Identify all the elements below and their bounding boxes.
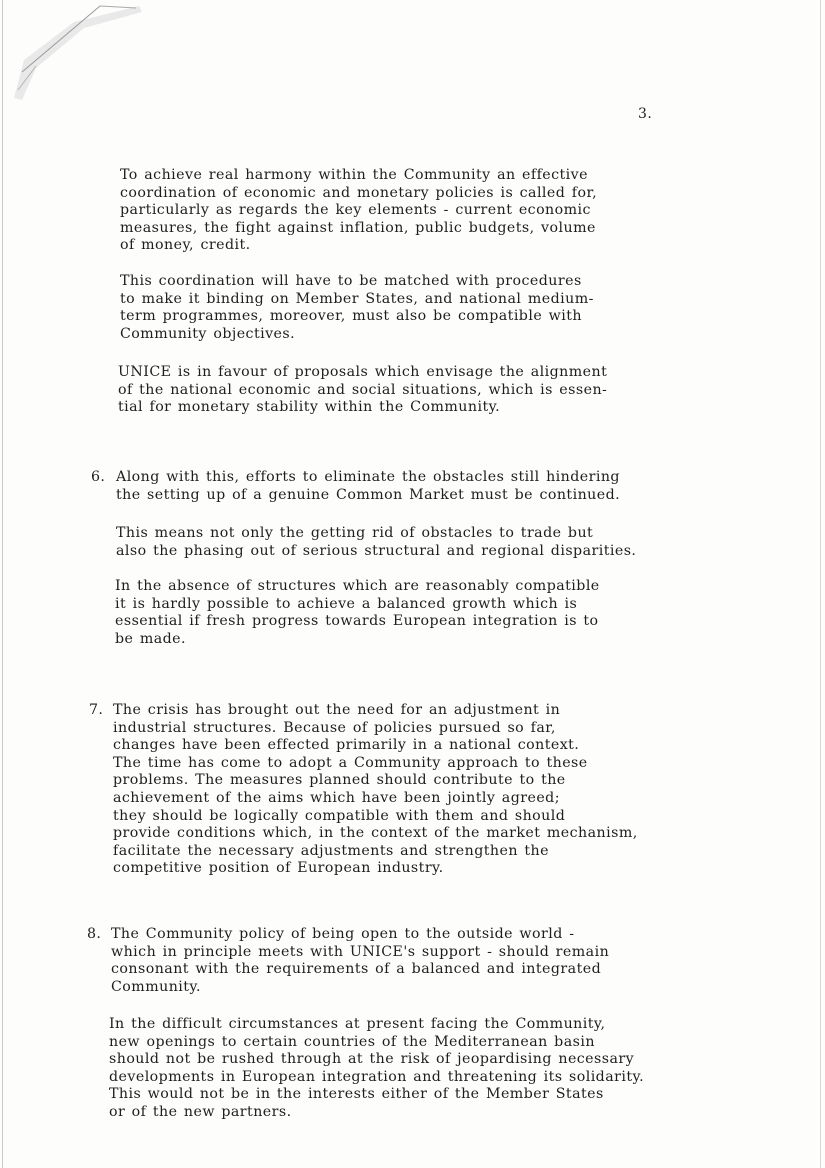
text-line: or of the new partners. bbox=[109, 1103, 292, 1120]
text-line: be made. bbox=[115, 630, 186, 647]
text-line: changes have been effected primarily in a national context. bbox=[113, 737, 580, 754]
paragraph-binding-procedures bbox=[120, 273, 594, 343]
text-line: it is hardly possible to achieve a balanced growth which is bbox=[115, 595, 578, 612]
text-line: UNICE is in favour of proposals which envisage the alignment bbox=[118, 364, 608, 380]
text-line: The crisis has brought out the need for an adjustment in bbox=[113, 702, 561, 718]
paragraph-mediterranean-openings bbox=[109, 1016, 644, 1122]
paragraph-unice-alignment bbox=[118, 364, 607, 417]
paragraph-obstacles-trade bbox=[116, 525, 636, 560]
text-line: to make it binding on Member States, and national medium- bbox=[120, 290, 594, 307]
paragraph-section-6 bbox=[116, 469, 620, 504]
text-line: of money, credit. bbox=[120, 237, 251, 254]
text-line: essential if fresh progress towards European integration is to bbox=[115, 613, 599, 630]
text-line: industrial structures. Because of policies pursued so far, bbox=[113, 719, 556, 736]
text-line: This means not only the getting rid of obstacles to trade but bbox=[116, 525, 594, 541]
text-line: Community objectives. bbox=[120, 325, 296, 342]
text-line: Community. bbox=[111, 978, 201, 995]
text-line: new openings to certain countries of the Mediterranean basin bbox=[109, 1033, 595, 1050]
paragraph-balanced-growth bbox=[115, 578, 600, 648]
text-line: This would not be in the interests either of the Member States bbox=[109, 1086, 604, 1103]
text-line: provide conditions which, in the context of the market mechanism, bbox=[113, 825, 638, 842]
text-line: they should be logically compatible with them and should bbox=[113, 807, 566, 824]
section-number-6: 6. bbox=[91, 469, 106, 485]
text-line: developments in European integration and threatening its solidarity. bbox=[109, 1068, 645, 1085]
text-line: facilitate the necessary adjustments and strengthen the bbox=[113, 842, 549, 859]
paragraph-section-7 bbox=[113, 702, 638, 878]
text-line: also the phasing out of serious structural and regional disparities. bbox=[116, 542, 637, 559]
text-line: should not be rushed through at the risk of jeopardising necessary bbox=[109, 1051, 635, 1068]
text-line: Along with this, efforts to eliminate the obstacles still hindering bbox=[116, 469, 620, 485]
page-right-edge bbox=[820, 0, 821, 1168]
staple-mark-icon bbox=[14, 0, 144, 100]
text-line: the setting up of a genuine Common Market must be continued. bbox=[116, 486, 621, 503]
text-line: coordination of economic and monetary policies is called for, bbox=[120, 184, 598, 201]
section-number-8: 8. bbox=[87, 926, 102, 942]
page-number: 3. bbox=[638, 106, 653, 122]
text-line: particularly as regards the key elements - current economic bbox=[120, 202, 591, 219]
text-line: The time has come to adopt a Community approach to these bbox=[113, 754, 588, 771]
text-line: In the difficult circumstances at present facing the Community, bbox=[109, 1016, 606, 1032]
text-line: competitive position of European industry. bbox=[113, 860, 444, 877]
paragraph-section-8 bbox=[111, 926, 609, 996]
text-line: In the absence of structures which are reasonably compatible bbox=[115, 578, 600, 594]
text-line: term programmes, moreover, must also be compatible with bbox=[120, 308, 582, 325]
text-line: problems. The measures planned should contribute to the bbox=[113, 772, 566, 789]
text-line: tial for monetary stability within the Community. bbox=[118, 399, 501, 416]
paragraph-coordination-policies bbox=[120, 167, 597, 255]
section-number-7: 7. bbox=[89, 702, 104, 718]
text-line: The Community policy of being open to the outside world - bbox=[111, 926, 575, 942]
text-line: of the national economic and social situations, which is essen- bbox=[118, 381, 608, 398]
text-line: This coordination will have to be matched with procedures bbox=[120, 273, 582, 289]
text-line: achievement of the aims which have been jointly agreed; bbox=[113, 789, 560, 806]
text-line: consonant with the requirements of a balanced and integrated bbox=[111, 961, 602, 978]
text-line: measures, the fight against inflation, public budgets, volume bbox=[120, 219, 596, 236]
page-left-edge bbox=[2, 0, 3, 1168]
text-line: which in principle meets with UNICE's support - should remain bbox=[111, 943, 610, 960]
text-line: To achieve real harmony within the Community an effective bbox=[120, 167, 588, 183]
